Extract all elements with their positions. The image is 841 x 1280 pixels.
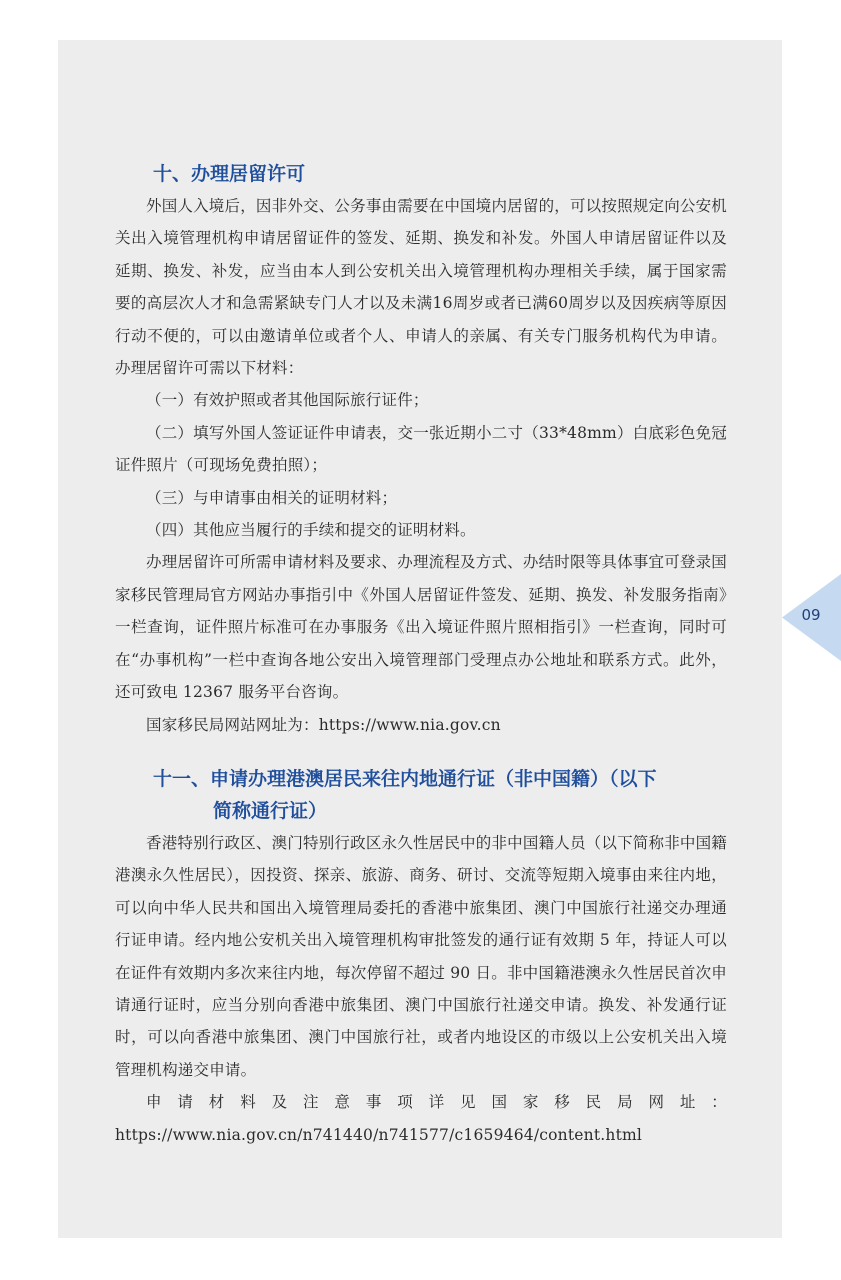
requirement-item-4: （四）其他应当履行的手续和提交的证明材料。 [146,521,476,540]
requirement-item-2: （二）填写外国人签证证件申请表，交一张近期小二寸（33*48mm）白底彩色免冠证件照片（可现场免费拍照）； [115,423,727,475]
section-11-paragraph: 香港特别行政区、澳门特别行政区永久性居民中的非中国籍人员（以下简称非中国籍港澳永久性居民），因投资、探亲、旅游、商务、研讨、交流等短期入境事由来往内地，可以向中华人民共和国出入境管理局委托的香港中旅集团、澳门中国旅行社递交办理通行证申请。经内地公安机关出入境管理机构审批签发的通行证有效期 5 年，持证人可以在证件有效期内多次来往内地，每次停留不超过 90 日。非中国籍港澳永久性居民首次申请通行证时，应当分别向香港中旅集团、澳门中国旅行社递交申请。换发、补发通行证时，可以向香港中旅集团、澳门中国旅行社，或者内地设区的市级以上公安机关出入境管理机构递交申请。 [115,833,727,1079]
section-11-materials-link-line: 申请材料及注意事项详见国家移民局网址：https://www.nia.gov.cn/n741440/n741577/c1659464/content.html [115,1093,727,1144]
requirement-item-3: （三）与申请事由相关的证明材料； [146,488,398,507]
document-body [115,158,727,1151]
page-number: 09 [801,606,821,624]
nia-website-line: 国家移民局网站网址为：https://www.nia.gov.cn [146,715,501,734]
section-11-title-line-1: 十一、申请办理港澳居民来往内地通行证（非中国籍）（以下 [153,767,657,790]
section-11-title-line-2: 简称通行证） [213,799,328,822]
requirement-item-1: （一）有效护照或者其他国际旅行证件； [146,391,429,410]
section-10-paragraph: 外国人入境后，因非外交、公务事由需要在中国境内居留的，可以按照规定向公安机关出入境管理机构申请居留证件的签发、延期、换发和补发。外国人申请居留证件以及延期、换发、补发，应当由本人到公安机关出入境管理机构办理相关手续，属于国家需要的高层次人才和急需紧缺专门人才以及未满16周岁或者已满60周岁以及因疾病等原因行动不便的，可以由邀请单位或者个人、申请人的亲属、有关专门服务机构代为申请。办理居留许可需以下材料： [115,197,727,378]
section-11-title [115,763,727,827]
section-10-title: 十、办理居留许可 [153,163,306,185]
section-10-guidance-paragraph: 办理居留许可所需申请材料及要求、办理流程及方式、办结时限等具体事宜可登录国家移民管理局官方网站办事指引中《外国人居留证件签发、延期、换发、补发服务指南》一栏查询，证件照片标准可在办事服务《出入境证件照片照相指引》一栏查询，同时可在“办事机构”一栏中查询各地公安出入境管理部门受理点办公地址和联系方式。此外，还可致电 12367 服务平台咨询。 [115,553,727,702]
